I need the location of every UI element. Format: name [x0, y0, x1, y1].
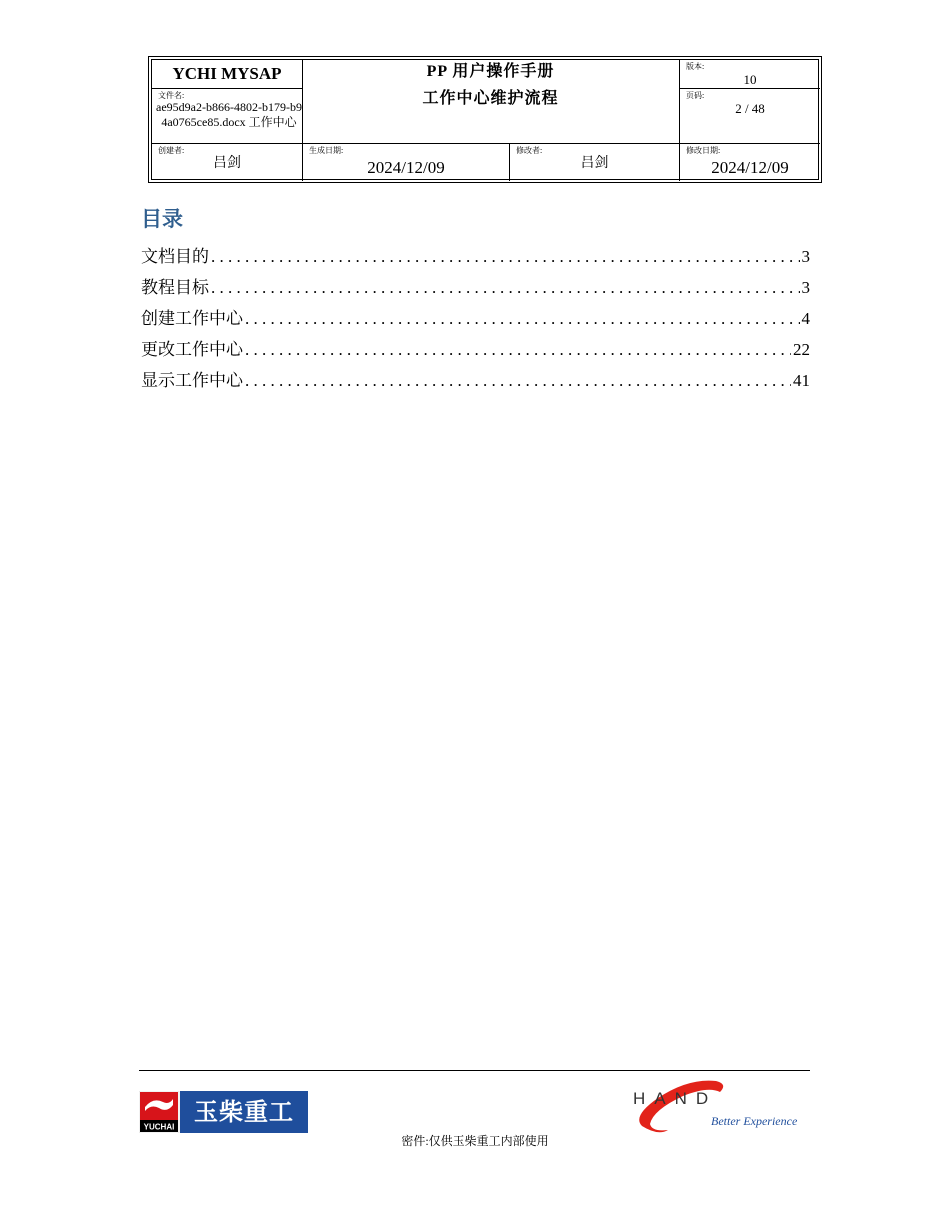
toc-entry-page: 41: [793, 371, 810, 390]
yuchai-brand-text: 玉柴重工: [194, 1098, 294, 1126]
hand-brand-text: HAND: [633, 1089, 718, 1108]
modified-date-label: 修改日期:: [686, 146, 721, 155]
version-cell: [680, 60, 820, 88]
toc-list: [141, 241, 810, 396]
toc-entry[interactable]: [141, 365, 810, 396]
toc-entry-page: 3: [801, 278, 810, 297]
doc-title-line2: 工作中心维护流程: [422, 90, 559, 107]
creator-value: 吕剑: [213, 156, 241, 171]
toc-entry-text: 更改工作中心: [141, 340, 243, 360]
modifier-value: 吕剑: [580, 156, 609, 171]
toc-heading: 目录: [141, 207, 183, 231]
file-name-label: 文件名:: [158, 91, 185, 100]
confidential-note: 密件:仅供玉柴重工内部使用: [401, 1134, 549, 1148]
footer-divider: [139, 1070, 810, 1071]
header-table: [148, 56, 822, 183]
toc-entry[interactable]: [141, 303, 810, 334]
creator-cell: [152, 144, 302, 181]
toc-leader-dots: [245, 303, 800, 334]
page-number-label: 页码:: [686, 91, 705, 100]
doc-title-line1: PP 用户操作手册: [426, 63, 555, 80]
toc-entry[interactable]: [141, 272, 810, 303]
toc-entry-text: 教程目标: [141, 278, 209, 298]
version-label: 版本:: [686, 62, 705, 71]
toc-entry-text: 显示工作中心: [141, 371, 243, 391]
toc-entry[interactable]: [141, 334, 810, 365]
toc-entry-page: 22: [793, 340, 810, 359]
file-name-value: ae95d9a2-b866-4802-b179-b94a0765ce85.docx 工作中心: [156, 100, 302, 129]
created-date-label: 生成日期:: [309, 146, 344, 155]
modifier-cell: [510, 144, 679, 181]
toc-leader-dots: [245, 334, 791, 365]
app-title: YCHI MYSAP: [172, 64, 282, 83]
toc-leader-dots: [211, 241, 800, 272]
toc-entry-text: 创建工作中心: [141, 309, 243, 329]
creator-label: 创建者:: [158, 146, 185, 155]
toc-leader-dots: [245, 365, 791, 396]
modified-date-cell: [680, 144, 820, 181]
toc-entry-page: 4: [801, 309, 810, 328]
yuchai-small-text: YUCHAI: [143, 1122, 175, 1132]
modifier-label: 修改者:: [516, 146, 543, 155]
created-date-cell: [303, 144, 509, 181]
file-name-cell: [152, 89, 302, 143]
toc-entry[interactable]: [141, 241, 810, 272]
toc-leader-dots: [211, 272, 800, 303]
hand-tagline-text: Better Experience: [711, 1114, 798, 1128]
modified-date-value: 2024/12/09: [711, 158, 789, 177]
toc-entry-text: 文档目的: [141, 247, 209, 267]
created-date-value: 2024/12/09: [367, 158, 445, 177]
yuchai-logo: [139, 1091, 308, 1133]
version-value: 10: [743, 72, 757, 87]
hand-logo: [628, 1076, 803, 1134]
page-number-cell: [680, 89, 820, 143]
page-number-value: 2 / 48: [735, 101, 765, 116]
header-table-inner: [151, 59, 819, 180]
toc-entry-page: 3: [801, 247, 810, 266]
